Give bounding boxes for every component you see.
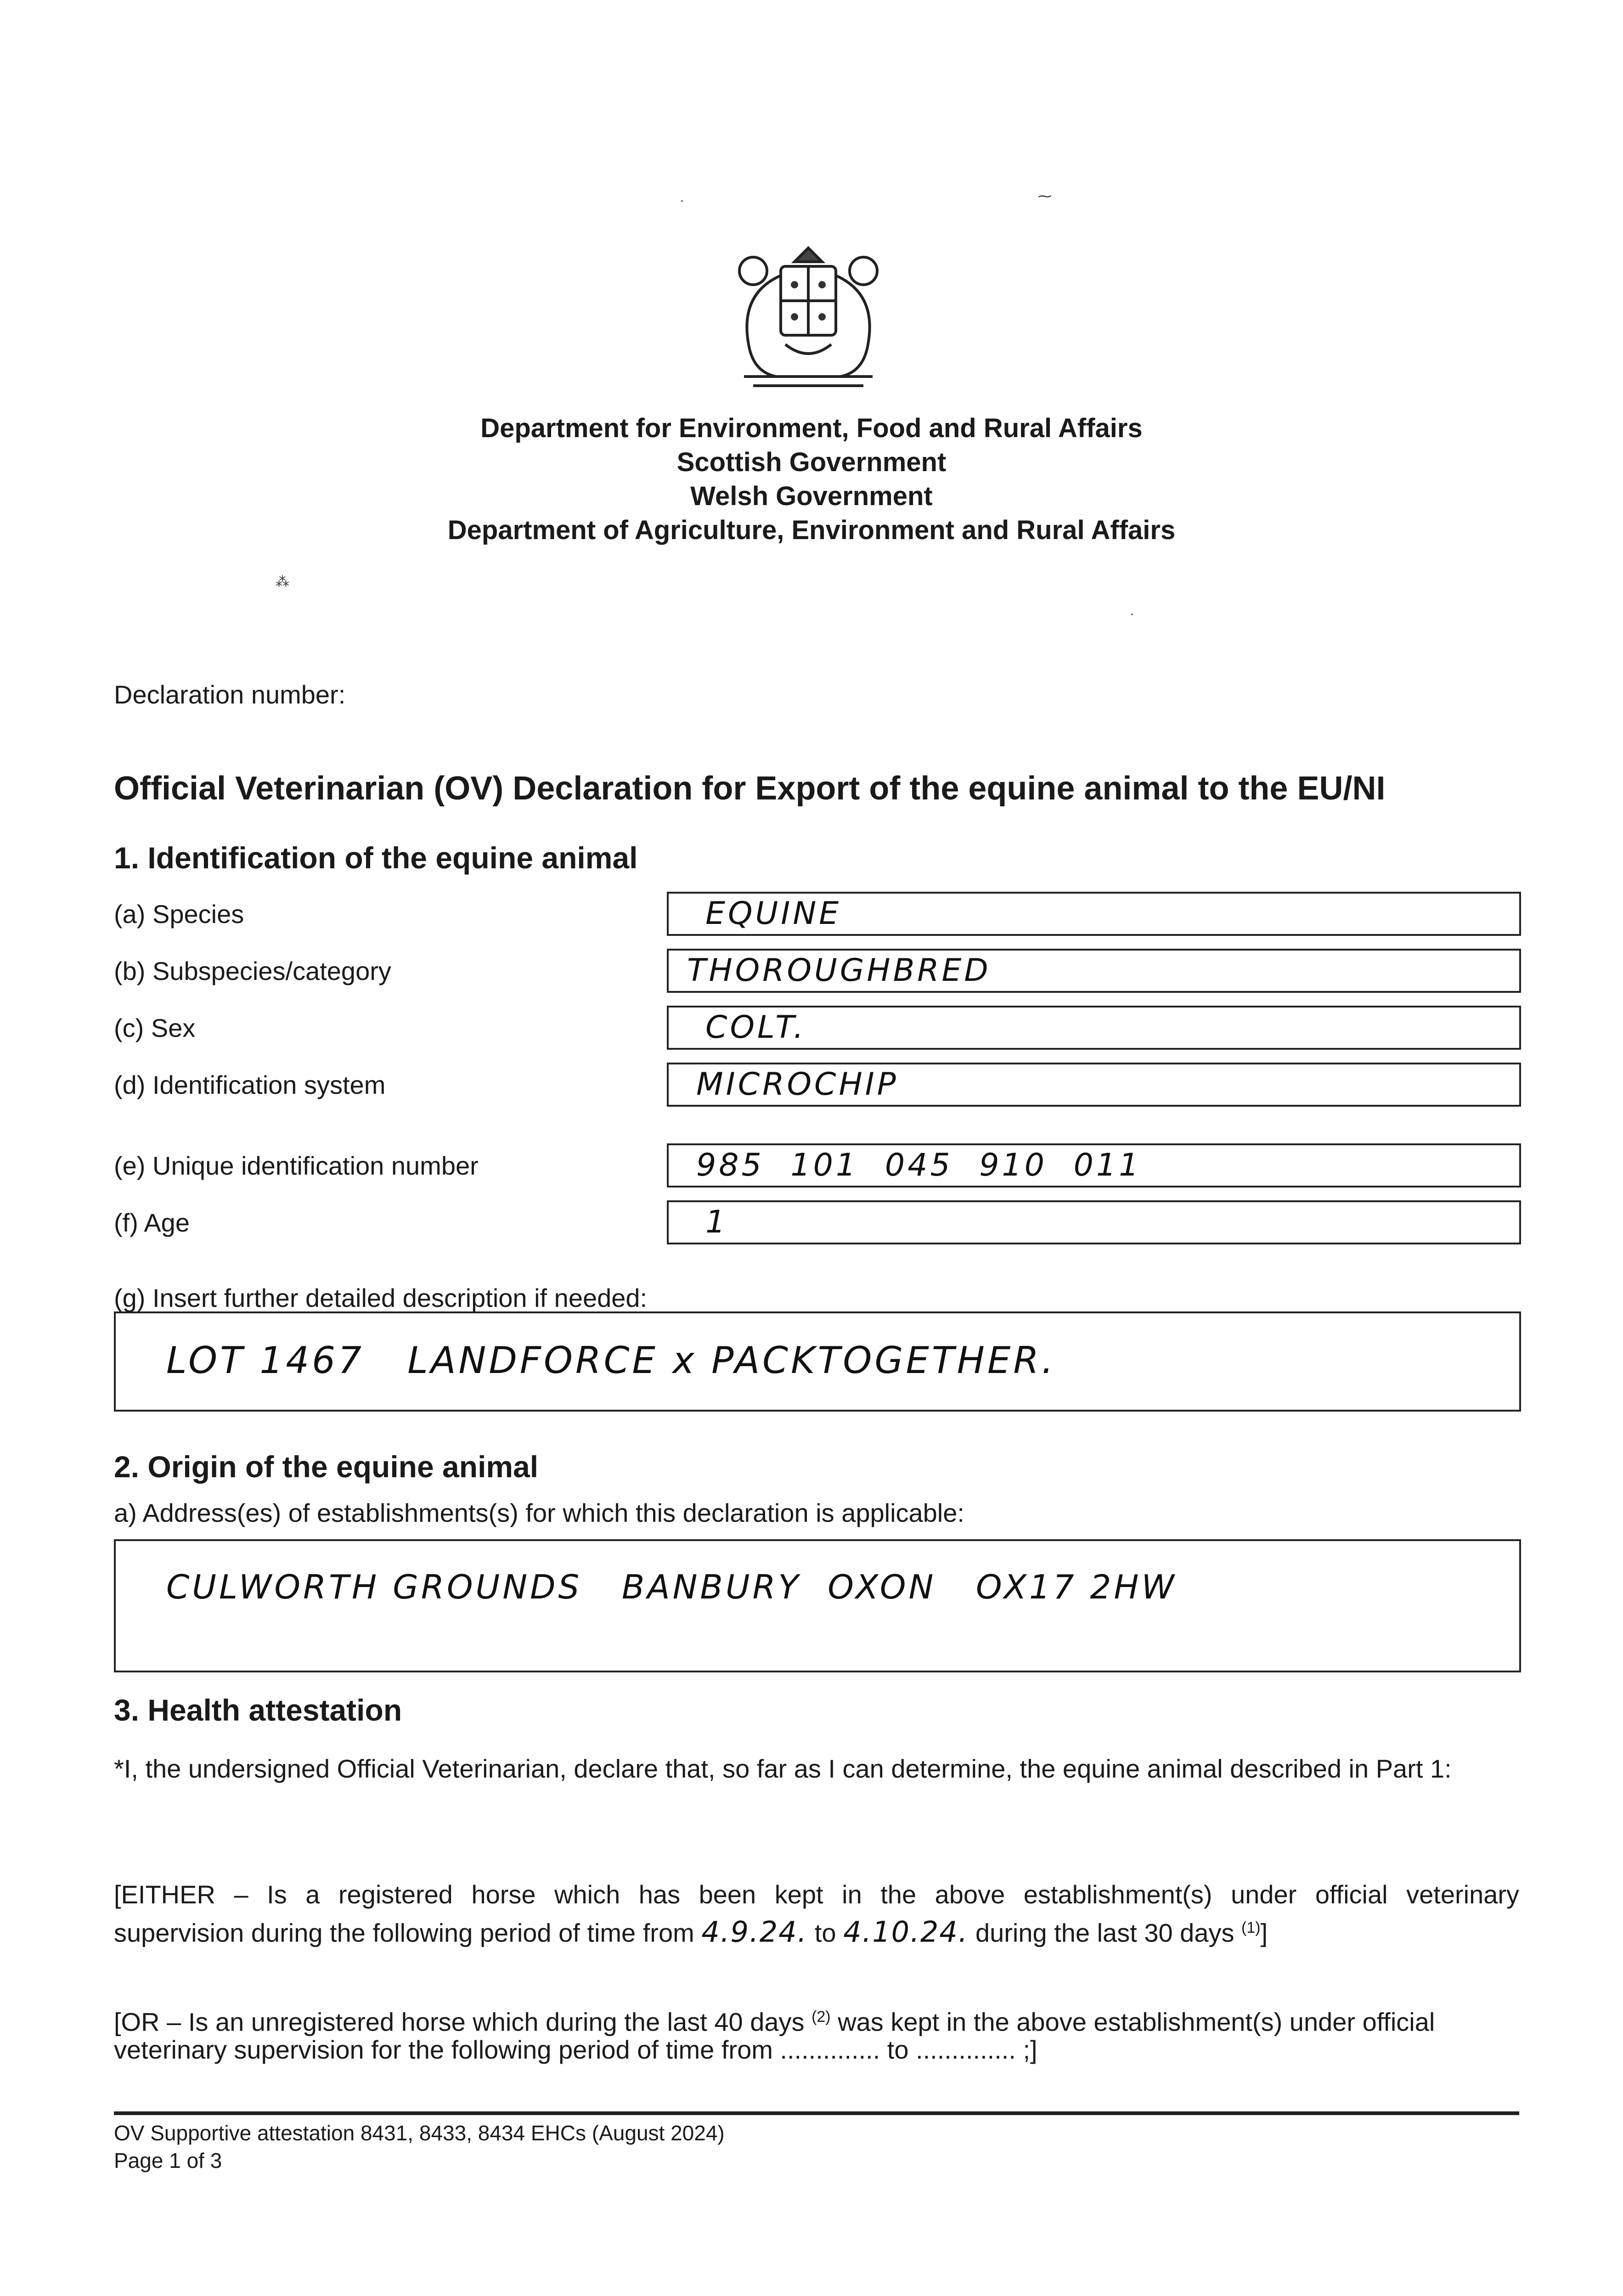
either-to-date: 4.10.24. <box>843 1915 969 1949</box>
subspecies-field <box>667 949 1521 993</box>
description-label: (g) Insert further detailed description if needed: <box>114 1283 648 1312</box>
address-value: CULWORTH GROUNDS BANBURY OXON OX17 2HW <box>166 1568 1177 1606</box>
age-label: (f) Age <box>114 1208 190 1237</box>
section1-heading: 1. Identification of the equine animal <box>114 841 638 875</box>
department-scottish-gov: Scottish Government <box>676 447 947 477</box>
scan-speck: ⁂ <box>276 574 289 590</box>
either-to-word: to <box>814 1918 836 1947</box>
either-footnote: (1) <box>1241 1919 1261 1936</box>
document-title: Official Veterinarian (OV) Declaration for Export of the equine animal to the EU/NI <box>114 770 1386 807</box>
species-field <box>667 892 1521 936</box>
description-field <box>114 1311 1521 1412</box>
or-text-a: [OR – Is an unregistered horse which during the last 40 days <box>114 2007 805 2037</box>
or-footnote: (2) <box>812 2008 831 2026</box>
scan-speck: · <box>1130 606 1134 621</box>
species-label: (a) Species <box>114 900 244 929</box>
age-value: 1 <box>705 1204 728 1240</box>
either-from-date: 4.9.24. <box>701 1915 808 1949</box>
or-text-b: was kept in the above establishment(s) under official <box>838 2007 1435 2037</box>
either-close: ] <box>1260 1918 1268 1947</box>
sex-field <box>667 1006 1521 1050</box>
id-system-value: MICROCHIP <box>696 1066 899 1103</box>
subspecies-value: THOROUGHBRED <box>687 952 991 989</box>
uid-value: 985 101 045 910 011 <box>696 1147 1142 1183</box>
sex-value: COLT. <box>705 1009 806 1046</box>
either-line1: [EITHER – Is a registered horse which has been kept in the above establishment(s) under official veterinary <box>114 1880 1519 1909</box>
subspecies-label: (b) Subspecies/category <box>114 957 391 985</box>
section3-heading: 3. Health attestation <box>114 1693 402 1727</box>
section2-heading: 2. Origin of the equine animal <box>114 1450 539 1484</box>
id-system-label: (d) Identification system <box>114 1070 386 1099</box>
health-attestation-intro: *I, the undersigned Official Veterinarian, declare that, so far as I can determine, the equine animal described in Part 1: <box>114 1754 1452 1783</box>
or-line2: veterinary supervision for the following period of time from .............. to .............. ;] <box>114 2035 1037 2064</box>
department-daera: Department of Agriculture, Environment and Rural Affairs <box>447 515 1176 545</box>
address-label: a) Address(es) of establishments(s) for which this declaration is applicable: <box>114 1498 964 1527</box>
declaration-number-label: Declaration number: <box>114 680 346 709</box>
scan-speck: · <box>680 193 684 208</box>
royal-coat-of-arms-icon <box>716 239 900 404</box>
either-text-a: supervision during the following period of time from <box>114 1918 694 1947</box>
either-text-b: during the last 30 days <box>975 1918 1234 1947</box>
scan-speck: ⁓ <box>1038 189 1052 204</box>
either-line2 <box>114 1911 1519 1950</box>
department-welsh-gov: Welsh Government <box>690 481 933 511</box>
age-field <box>667 1200 1521 1244</box>
footer-page-number: Page 1 of 3 <box>114 2149 222 2172</box>
uid-label: (e) Unique identification number <box>114 1151 479 1180</box>
species-value: EQUINE <box>705 895 842 932</box>
description-value: LOT 1467 LANDFORCE x PACKTOGETHER. <box>166 1339 1056 1382</box>
uid-field <box>667 1143 1521 1187</box>
footer-line1: OV Supportive attestation 8431, 8433, 8434 EHCs (August 2024) <box>114 2121 725 2145</box>
sex-label: (c) Sex <box>114 1013 196 1042</box>
id-system-field <box>667 1063 1521 1107</box>
department-defra: Department for Environment, Food and Rural Affairs <box>480 413 1143 443</box>
footer-rule <box>114 2111 1519 2115</box>
address-field <box>114 1539 1521 1672</box>
